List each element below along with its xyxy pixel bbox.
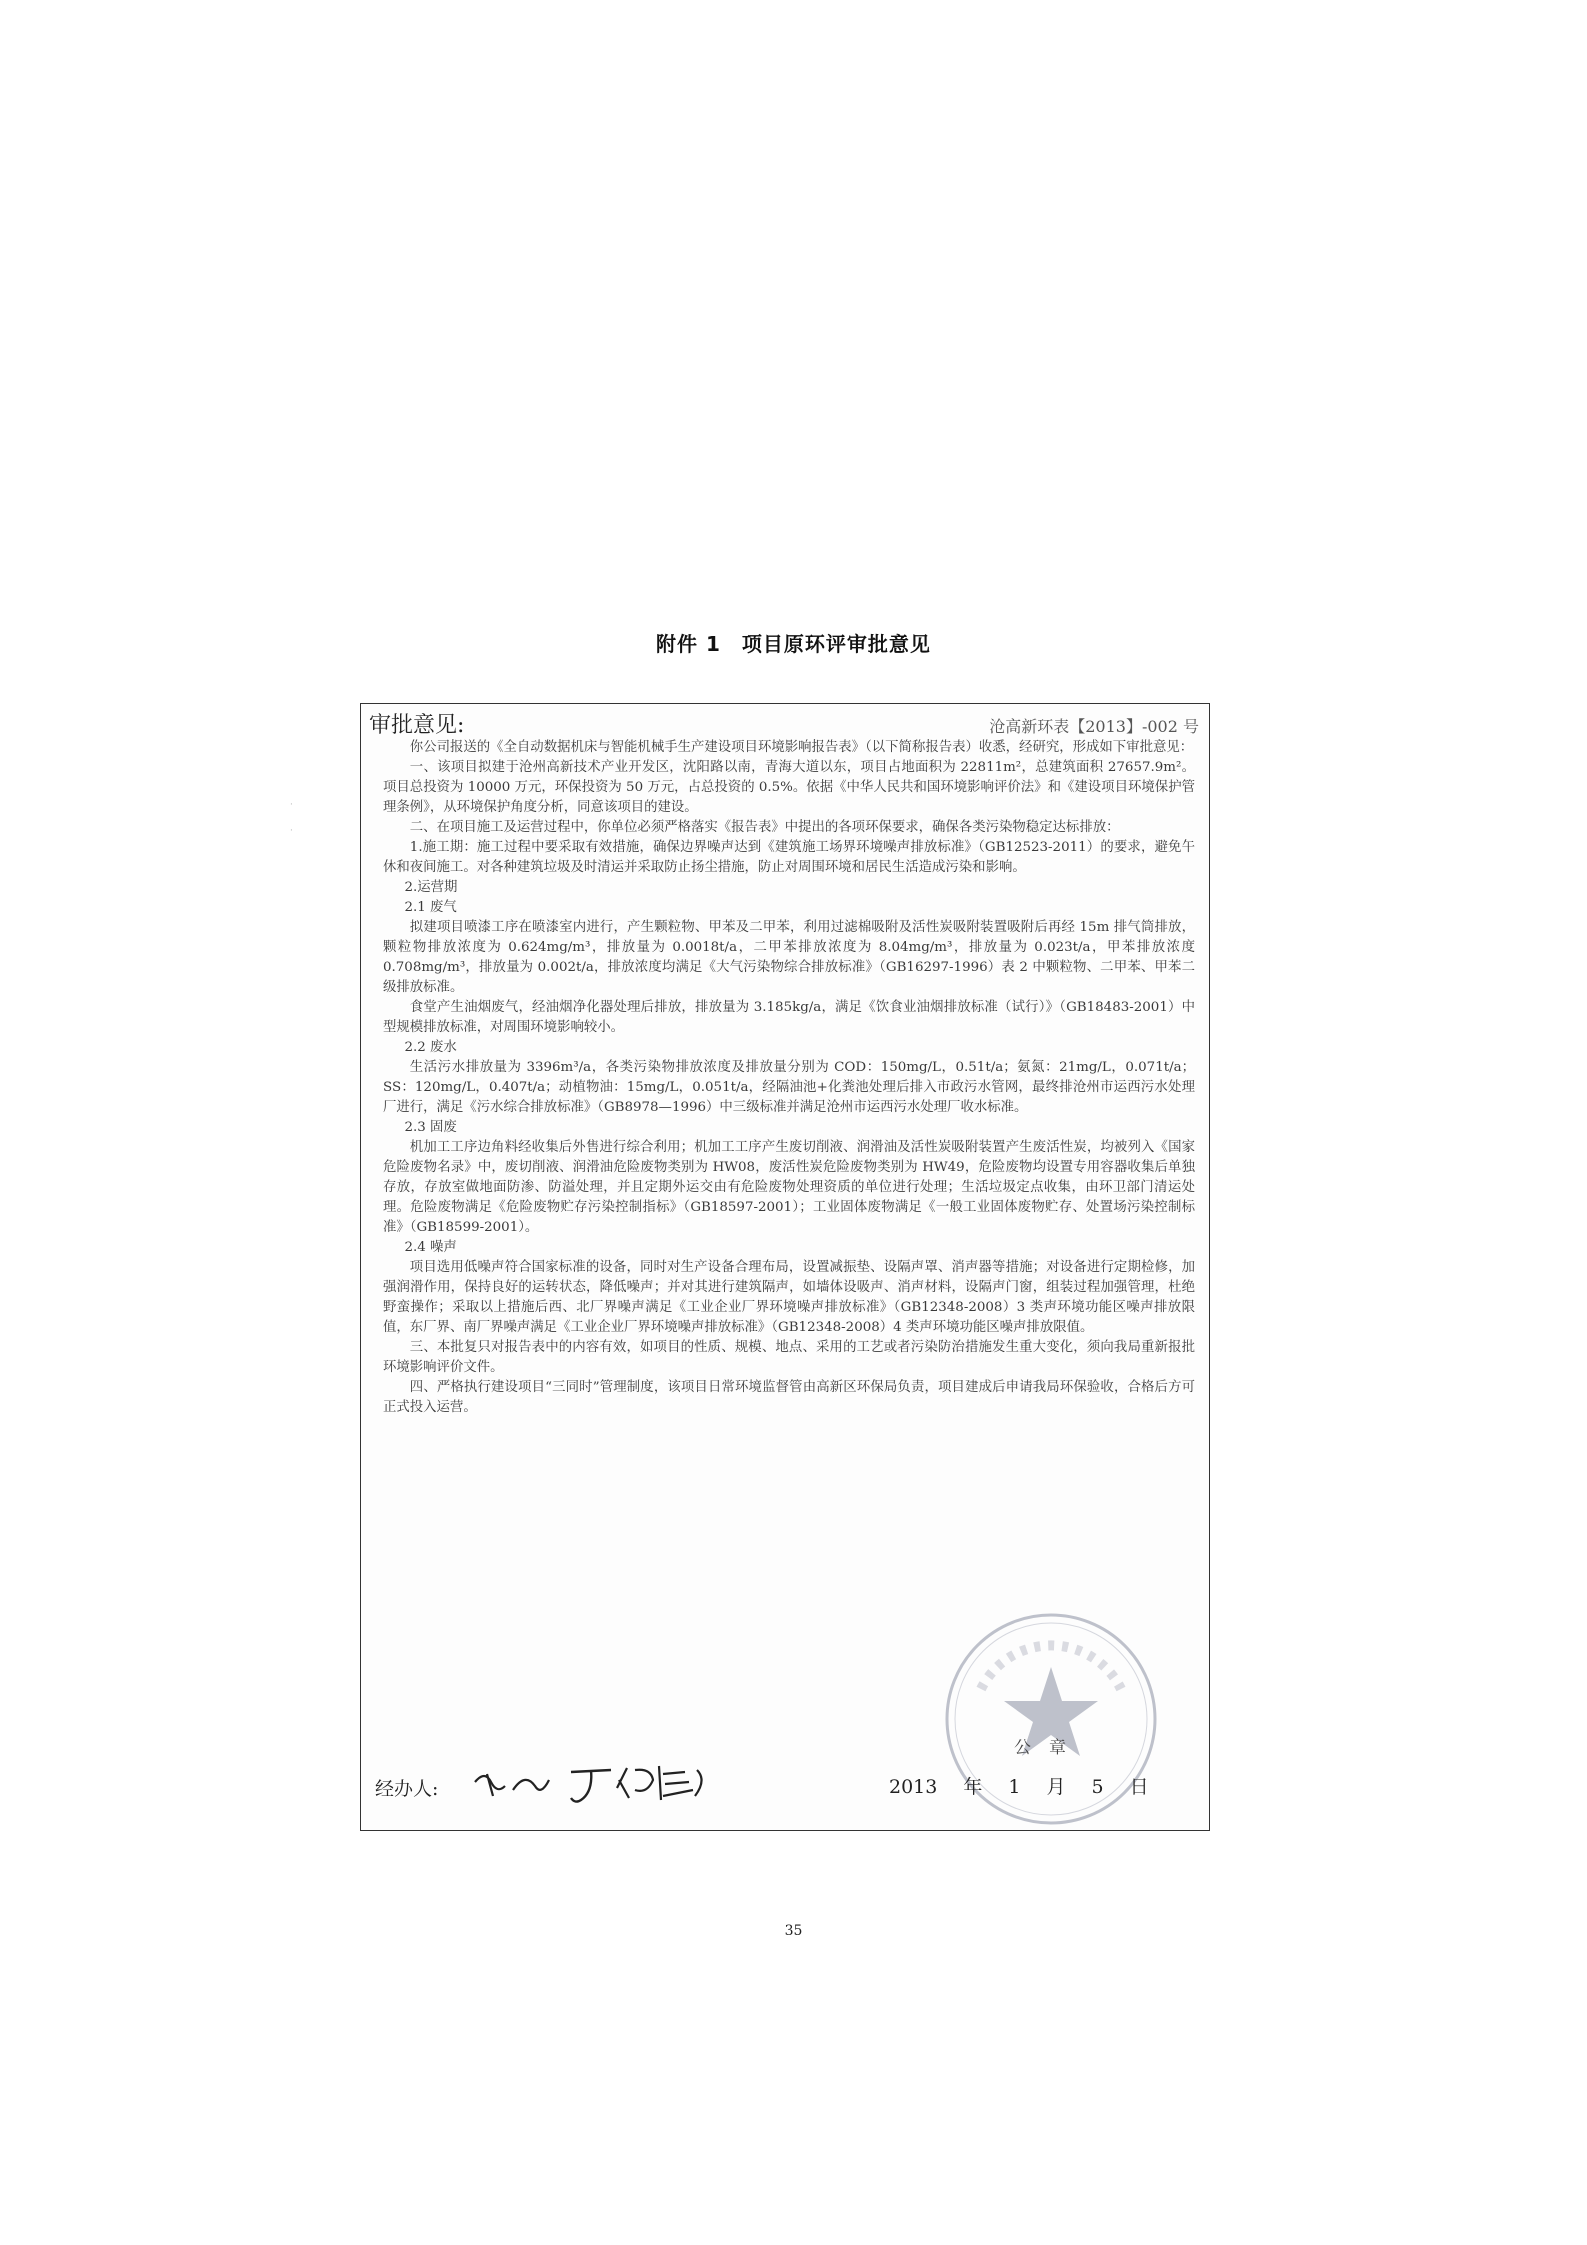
section-heading: 2.3 固废 <box>404 1120 457 1135</box>
approval-paragraph: 你公司报送的《全自动数据机床与智能机械手生产建设项目环境影响报告表》（以下简称报告表）收悉，经研究，形成如下审批意见： <box>409 740 1194 755</box>
date-month: 1 <box>1008 1776 1021 1798</box>
approval-paragraph: 一、该项目拟建于沧州高新技术产业开发区，沈阳路以南，青海大道以东，项目占地面积为 22811m²，总建筑面积 27657.9m²。项目总投资为 10000 万元，环保投资为 50 万元，占总投资的 0.5%。依据《中华人民共和国环境影响评价法》和《建设项目环境保护管理条例》，从环境保护角度分析，同意该项目的建设。 <box>383 760 1195 815</box>
date-year-unit: 年 <box>963 1776 983 1798</box>
approval-paragraph: 四、严格执行建设项目“三同时”管理制度，该项目日常环境监督管由高新区环保局负责，项目建成后申请我局环保验收，合格后方可正式投入运营。 <box>383 1380 1195 1415</box>
approval-body <box>383 738 1195 1418</box>
section-heading: 2.1 废气 <box>404 900 457 915</box>
date-day-unit: 日 <box>1129 1776 1149 1798</box>
scan-edge-mark: · <box>290 826 293 836</box>
approval-paragraph: 机加工工序边角料经收集后外售进行综合利用；机加工工序产生废切削液、润滑油及活性炭吸附装置产生废活性炭，均被列入《国家危险废物名录》中，废切削液、润滑油危险废物类别为 HW08，废活性炭危险废物类别为 HW49，危险废物均设置专用容器收集后单独存放，存放室做地面防渗、防溢处理，并且定期外运交由有危险废物处理资质的单位进行处理；生活垃圾定点收集，由环卫部门清运处理。危险废物满足《危险废物贮存污染控制指标》（GB18597-2001）；工业固体废物满足《一般工业固体废物贮存、处置场污染控制标准》（GB18599-2001）。 <box>383 1140 1195 1235</box>
signoff-row <box>375 1762 1189 1806</box>
signoff-date <box>889 1772 1175 1799</box>
approval-paragraph: 二、在项目施工及运营过程中，你单位必须严格落实《报告表》中提出的各项环保要求，确保各类污染物稳定达标排放： <box>409 820 1120 835</box>
section-heading: 2.运营期 <box>404 880 458 895</box>
date-year: 2013 <box>889 1776 938 1798</box>
approval-header <box>369 706 1199 738</box>
attachment-title: 附件 1 项目原环评审批意见 <box>656 632 931 656</box>
section-heading: 2.4 噪声 <box>404 1240 457 1255</box>
section-heading: 2.2 废水 <box>404 1040 457 1055</box>
scan-edge-mark: · <box>290 800 293 810</box>
date-month-unit: 月 <box>1046 1776 1066 1798</box>
handwritten-signature-image <box>467 1760 767 1808</box>
approval-paragraph: 1.施工期：施工过程中要采取有效措施，确保边界噪声达到《建筑施工场界环境噪声排放标准》（GB12523-2011）的要求，避免午休和夜间施工。对各种建筑垃圾及时清运并采取防止扬尘措施，防止对周围环境和居民生活造成污染和影响。 <box>383 840 1195 875</box>
approval-paragraph: 三、本批复只对报告表中的内容有效，如项目的性质、规模、地点、采用的工艺或者污染防治措施发生重大变化，须向我局重新报批环境影响评价文件。 <box>383 1340 1195 1375</box>
handler-label: 经办人: <box>375 1778 439 1800</box>
approval-heading: 审批意见: <box>369 713 465 738</box>
approval-document <box>360 703 1210 1831</box>
page-number: 35 <box>784 1923 803 1939</box>
date-day: 5 <box>1091 1776 1104 1798</box>
approval-paragraph: 拟建项目喷漆工序在喷漆室内进行，产生颗粒物、甲苯及二甲苯，利用过滤棉吸附及活性炭吸附装置吸附后再经 15m 排气筒排放，颗粒物排放浓度为 0.624mg/m³，排放量为 0.0018t/a，二甲苯排放浓度为 8.04mg/m³，排放量为 0.023t/a，甲苯排放浓度 0.708mg/m³，排放量为 0.002t/a，排放浓度均满足《大气污染物综合排放标准》（GB16297-1996）表 2 中颗粒物、二甲苯、甲苯二级排放标准。 <box>383 920 1195 995</box>
approval-paragraph: 项目选用低噪声符合国家标准的设备，同时对生产设备合理布局，设置减振垫、设隔声罩、消声器等措施；对设备进行定期检修，加强润滑作用，保持良好的运转状态，降低噪声；并对其进行建筑隔声，如墙体设吸声、消声材料，设隔声门窗，组装过程加强管理，杜绝野蛮操作；采取以上措施后西、北厂界噪声满足《工业企业厂界环境噪声排放标准》（GB12348-2008）3 类声环境功能区噪声排放限值，东厂界、南厂界噪声满足《工业企业厂界环境噪声排放标准》（GB12348-2008）4 类声环境功能区噪声排放限值。 <box>383 1260 1195 1335</box>
document-number: 沧高新环表【2013】-002 号 <box>989 717 1199 736</box>
seal-label: 公章 <box>1014 1738 1084 1758</box>
approval-paragraph: 生活污水排放量为 3396m³/a，各类污染物排放浓度及排放量分别为 COD：150mg/L，0.51t/a；氨氮：21mg/L，0.071t/a；SS：120mg/L，0.407t/a；动植物油：15mg/L，0.051t/a，经隔油池+化粪池处理后排入市政污水管网，最终排沧州市运西污水处理厂进行，满足《污水综合排放标准》（GB8978—1996）中三级标准并满足沧州市运西污水处理厂收水标准。 <box>383 1060 1195 1115</box>
approval-paragraph: 食堂产生油烟废气，经油烟净化器处理后排放，排放量为 3.185kg/a，满足《饮食业油烟排放标准（试行）》（GB18483-2001）中型规模排放标准，对周围环境影响较小。 <box>383 1000 1195 1035</box>
